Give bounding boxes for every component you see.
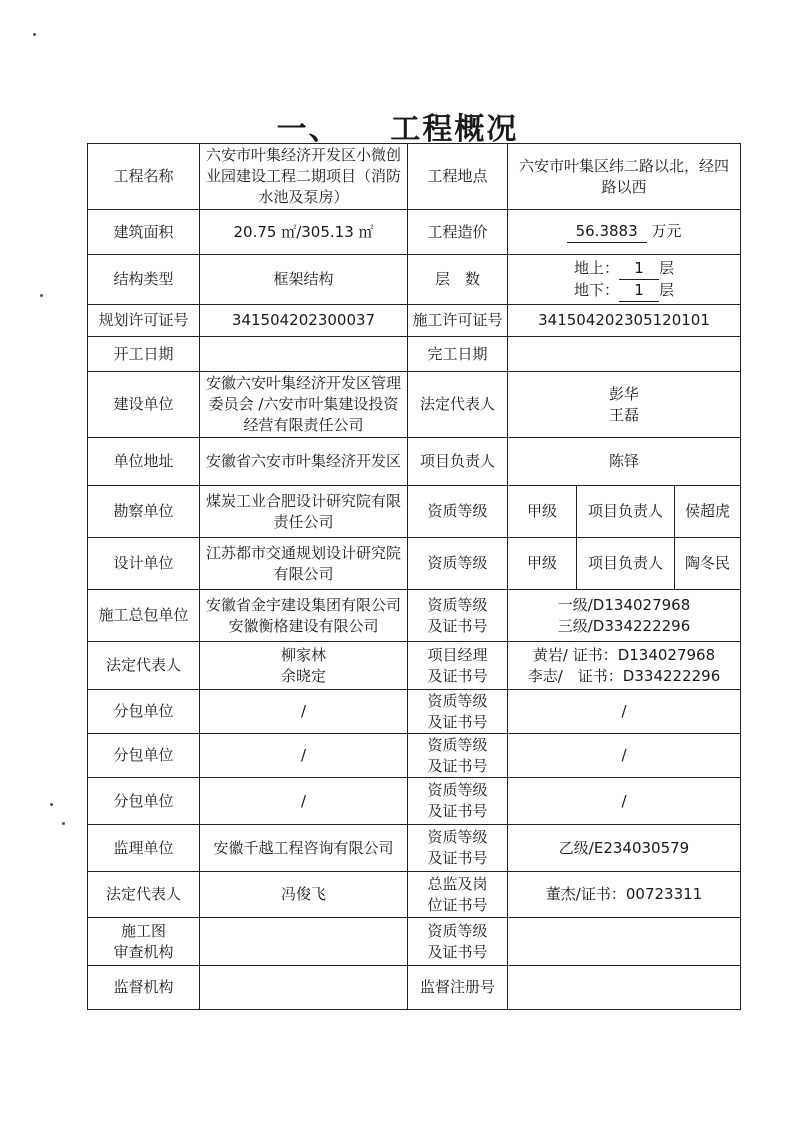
sub1-cert-value: / bbox=[508, 690, 741, 734]
row-legal-rep bbox=[88, 642, 741, 690]
row-builder bbox=[88, 372, 741, 438]
floors-cell bbox=[508, 255, 741, 305]
project-lead-value: 陈铎 bbox=[508, 438, 741, 486]
sub2-cert-label-a: 资质等级 bbox=[427, 735, 488, 754]
cost-value: 56.3883 bbox=[567, 221, 647, 243]
legal-rep-cell bbox=[200, 642, 408, 690]
review-label-b: 审查机构 bbox=[113, 942, 174, 961]
contractor-cert-cell bbox=[508, 590, 741, 642]
address-label: 单位地址 bbox=[88, 438, 200, 486]
legal-rep-label: 法定代表人 bbox=[88, 642, 200, 690]
scan-speck bbox=[40, 294, 43, 297]
survey-label: 勘察单位 bbox=[88, 486, 200, 538]
builder-rep-cell bbox=[508, 372, 741, 438]
supervisor-cert-value: 乙级/E234030579 bbox=[508, 825, 741, 872]
end-date-value bbox=[508, 337, 741, 372]
sub1-cert-label-a: 资质等级 bbox=[427, 691, 488, 710]
end-date-label: 完工日期 bbox=[408, 337, 508, 372]
review-label-a: 施工图 bbox=[120, 921, 166, 940]
legal-rep-2: 余晓定 bbox=[280, 666, 326, 685]
contractor-2: 安徽衡格建设有限公司 bbox=[228, 616, 379, 635]
sub3-cert-value: / bbox=[508, 778, 741, 825]
row-sub-2 bbox=[88, 734, 741, 778]
row-survey bbox=[88, 486, 741, 538]
supervisor-value: 安徽千越工程咨询有限公司 bbox=[200, 825, 408, 872]
sub3-label: 分包单位 bbox=[88, 778, 200, 825]
review-cert-label bbox=[408, 918, 508, 966]
pm-cert-label-a: 项目经理 bbox=[427, 645, 488, 664]
construction-permit-label: 施工许可证号 bbox=[408, 305, 508, 337]
sub3-cert-label bbox=[408, 778, 508, 825]
floors-above-value: 1 bbox=[619, 258, 659, 280]
floors-below-label: 地下： bbox=[573, 280, 619, 299]
sub2-cert-value: / bbox=[508, 734, 741, 778]
page-title: 一、 工程概况 bbox=[276, 112, 519, 147]
row-project-name bbox=[88, 144, 741, 210]
floors-above-unit: 层 bbox=[659, 258, 675, 277]
survey-lead-value: 侯超虎 bbox=[675, 486, 741, 538]
floors-below-line bbox=[512, 280, 736, 302]
contractor-cert-label-a: 资质等级 bbox=[427, 595, 488, 614]
pm-cert-cell bbox=[508, 642, 741, 690]
sub1-cert-label bbox=[408, 690, 508, 734]
contractor-1: 安徽省金宇建设集团有限公司 bbox=[205, 595, 401, 614]
design-label: 设计单位 bbox=[88, 538, 200, 590]
sup-rep-label: 法定代表人 bbox=[88, 872, 200, 918]
scan-speck bbox=[50, 803, 53, 806]
row-area bbox=[88, 210, 741, 255]
planning-permit-label: 规划许可证号 bbox=[88, 305, 200, 337]
row-structure bbox=[88, 255, 741, 305]
area-value: 20.75 ㎡/305.13 ㎡ bbox=[200, 210, 408, 255]
review-cert-label-b: 及证书号 bbox=[427, 942, 488, 961]
row-dates bbox=[88, 337, 741, 372]
row-sub-3 bbox=[88, 778, 741, 825]
builder-rep-label: 法定代表人 bbox=[408, 372, 508, 438]
supervisor-cert-label-a: 资质等级 bbox=[427, 828, 488, 846]
scan-speck bbox=[62, 822, 65, 825]
survey-value: 煤炭工业合肥设计研究院有限责任公司 bbox=[200, 486, 408, 538]
sub2-value: / bbox=[200, 734, 408, 778]
contractor-cert-label bbox=[408, 590, 508, 642]
row-supervisor-rep bbox=[88, 872, 741, 918]
project-overview-table bbox=[87, 143, 741, 1010]
review-label bbox=[88, 918, 200, 966]
floors-below-unit: 层 bbox=[659, 280, 675, 299]
sub1-value: / bbox=[200, 690, 408, 734]
contractor-cert-label-b: 及证书号 bbox=[427, 616, 488, 635]
floors-above-label: 地上： bbox=[573, 258, 619, 277]
area-label: 建筑面积 bbox=[88, 210, 200, 255]
design-grade-label: 资质等级 bbox=[408, 538, 508, 590]
legal-rep-1: 柳家林 bbox=[280, 645, 326, 664]
oversight-label: 监督机构 bbox=[88, 966, 200, 1010]
chief-supervisor-label-b: 位证书号 bbox=[427, 895, 488, 914]
row-contractor bbox=[88, 590, 741, 642]
sub2-cert-label bbox=[408, 734, 508, 778]
oversight-value bbox=[200, 966, 408, 1010]
review-cert-label-a: 资质等级 bbox=[427, 921, 488, 940]
address-value: 安徽省六安市叶集经济开发区 bbox=[200, 438, 408, 486]
contractor-cert-2: 三级/D334222296 bbox=[557, 616, 691, 635]
project-lead-label: 项目负责人 bbox=[408, 438, 508, 486]
builder-label: 建设单位 bbox=[88, 372, 200, 438]
structure-value: 框架结构 bbox=[200, 255, 408, 305]
pm-cert-2: 李志/ 证书：D334222296 bbox=[527, 666, 721, 685]
sub2-cert-label-b: 及证书号 bbox=[427, 756, 488, 775]
oversight-reg-label: 监督注册号 bbox=[408, 966, 508, 1010]
pm-cert-label bbox=[408, 642, 508, 690]
design-value: 江苏都市交通规划设计研究院有限公司 bbox=[200, 538, 408, 590]
contractor-label: 施工总包单位 bbox=[88, 590, 200, 642]
survey-grade-value: 甲级 bbox=[508, 486, 577, 538]
supervisor-cert-label bbox=[408, 825, 508, 872]
review-value bbox=[200, 918, 408, 966]
sup-rep-value: 冯俊飞 bbox=[200, 872, 408, 918]
cost-cell bbox=[508, 210, 741, 255]
builder-rep-2: 王磊 bbox=[609, 405, 640, 424]
chief-supervisor-label-a: 总监及岗 bbox=[427, 874, 488, 893]
sub3-cert-label-a: 资质等级 bbox=[427, 781, 488, 799]
project-name-label: 工程名称 bbox=[88, 144, 200, 210]
construction-permit-value: 341504202305120101 bbox=[508, 305, 741, 337]
project-name-value: 六安市叶集经济开发区小微创业园建设工程二期项目（消防水池及泵房） bbox=[200, 144, 408, 210]
sub1-label: 分包单位 bbox=[88, 690, 200, 734]
chief-supervisor-value: 董杰/证书：00723311 bbox=[508, 872, 741, 918]
supervisor-cert-label-b: 及证书号 bbox=[427, 849, 488, 867]
row-design bbox=[88, 538, 741, 590]
sub3-cert-label-b: 及证书号 bbox=[427, 802, 488, 820]
start-date-label: 开工日期 bbox=[88, 337, 200, 372]
scan-speck bbox=[33, 33, 36, 36]
row-sub-1 bbox=[88, 690, 741, 734]
start-date-value bbox=[200, 337, 408, 372]
design-grade-value: 甲级 bbox=[508, 538, 577, 590]
sub3-value: / bbox=[200, 778, 408, 825]
survey-lead-label: 项目负责人 bbox=[577, 486, 675, 538]
floors-above-line bbox=[512, 258, 736, 280]
project-location-label: 工程地点 bbox=[408, 144, 508, 210]
review-cert-value bbox=[508, 918, 741, 966]
chief-supervisor-label bbox=[408, 872, 508, 918]
supervisor-label: 监理单位 bbox=[88, 825, 200, 872]
structure-label: 结构类型 bbox=[88, 255, 200, 305]
cost-unit: 万元 bbox=[651, 222, 682, 240]
row-supervisor bbox=[88, 825, 741, 872]
survey-grade-label: 资质等级 bbox=[408, 486, 508, 538]
builder-value: 安徽六安叶集经济开发区管理委员会 /六安市叶集建设投资经营有限责任公司 bbox=[200, 372, 408, 438]
sub2-label: 分包单位 bbox=[88, 734, 200, 778]
row-permit bbox=[88, 305, 741, 337]
design-lead-value: 陶冬民 bbox=[675, 538, 741, 590]
design-lead-label: 项目负责人 bbox=[577, 538, 675, 590]
pm-cert-1: 黄岩/ 证书：D134027968 bbox=[532, 645, 716, 664]
contractor-cert-1: 一级/D134027968 bbox=[557, 595, 691, 614]
pm-cert-label-b: 及证书号 bbox=[427, 666, 488, 685]
row-review bbox=[88, 918, 741, 966]
cost-label: 工程造价 bbox=[408, 210, 508, 255]
floors-below-value: 1 bbox=[619, 280, 659, 302]
sub1-cert-label-b: 及证书号 bbox=[427, 712, 488, 731]
contractor-cell bbox=[200, 590, 408, 642]
builder-rep-1: 彭华 bbox=[609, 384, 640, 403]
floors-label: 层 数 bbox=[408, 255, 508, 305]
row-oversight bbox=[88, 966, 741, 1010]
planning-permit-value: 341504202300037 bbox=[200, 305, 408, 337]
row-address bbox=[88, 438, 741, 486]
oversight-reg-value bbox=[508, 966, 741, 1010]
project-location-value: 六安市叶集区纬二路以北，经四路以西 bbox=[508, 144, 741, 210]
